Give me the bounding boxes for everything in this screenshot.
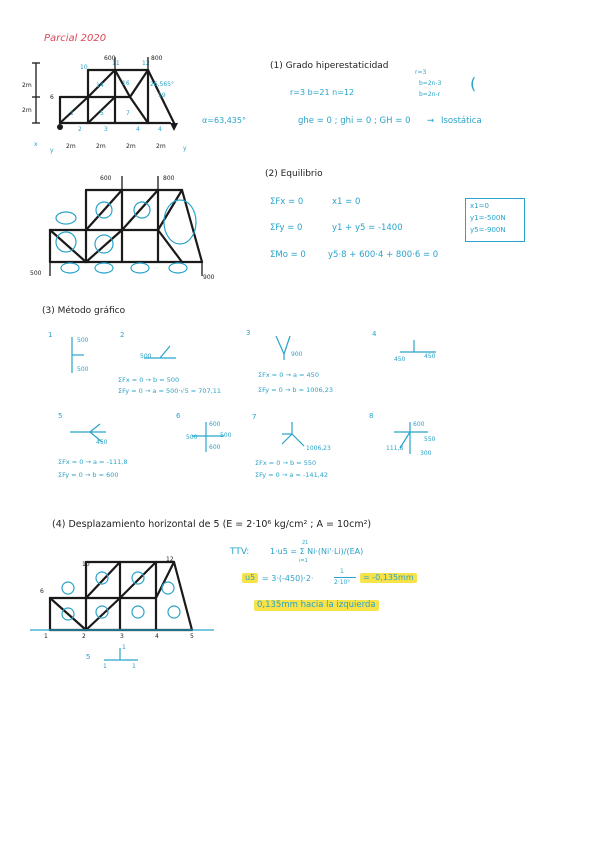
svg-text:12: 12 <box>142 60 150 67</box>
fig4-detail-val-2: 1 <box>103 663 107 670</box>
result-x1: x1=0 <box>470 202 489 210</box>
node-2-diagram <box>140 340 180 364</box>
fig4-node-3: 3 <box>120 633 124 640</box>
fig4-detail-val-1: 1 <box>122 644 126 651</box>
node-6-val-3: 500 <box>220 432 232 439</box>
ttv-sum-bottom: i=1 <box>299 558 308 564</box>
condition-2: b=2n-3 <box>419 80 442 87</box>
node-7-eq-2: ΣFy = 0 → a = -141,42 <box>255 471 329 479</box>
dim-left-1: 2m <box>22 82 32 89</box>
svg-text:5: 5 <box>100 110 104 117</box>
reaction-500: 500 <box>30 270 42 277</box>
truss-figure-2 <box>30 172 230 282</box>
node-1-val-1: 500 <box>77 337 89 344</box>
fig4-node-10: 10 <box>82 561 90 568</box>
node-5-id: 5 <box>58 412 63 420</box>
node-7-diagram <box>278 420 308 450</box>
load-600: 600 <box>104 55 116 62</box>
node-4-val-2: 450 <box>424 353 436 360</box>
node-8-id: 8 <box>369 412 374 420</box>
node-5-eq-2: ΣFy = 0 → b = 600 <box>58 471 119 479</box>
node-4-id: 4 <box>372 330 377 338</box>
fig4-detail-val-3: 1 <box>132 663 136 670</box>
condition-3: b=2n-r <box>419 91 441 98</box>
truss-members <box>50 562 192 630</box>
node-3-eq-2: ΣFy = 0 → b = 1006,23 <box>258 386 333 394</box>
svg-text:7: 7 <box>126 110 130 117</box>
fig4-node-5: 5 <box>190 633 194 640</box>
alpha-value: α=63,435° <box>202 116 246 125</box>
svg-text:4: 4 <box>136 126 140 133</box>
eq2-rhs: y1 + y5 = -1400 <box>332 223 403 233</box>
section1-arrow: ⇝ <box>427 116 435 126</box>
svg-text:11: 11 <box>112 60 120 67</box>
node-2-eq-2: ΣFy = 0 → a = 500·√5 = 707,11 <box>118 387 222 395</box>
dim-bottom-2: 2m <box>96 143 106 150</box>
node-1-id: 1 <box>48 331 53 339</box>
svg-text:2: 2 <box>78 126 82 133</box>
result-y5: y5=-900N <box>470 226 506 234</box>
node-2-eq-1: ΣFx = 0 → b = 500 <box>118 376 180 384</box>
node-6-val-2: 500 <box>186 434 198 441</box>
svg-text:19: 19 <box>158 92 166 99</box>
node-2-val-1: 500 <box>140 353 152 360</box>
node-8-val-3: 111,8 <box>386 445 404 452</box>
svg-text:3: 3 <box>104 126 108 133</box>
fig4-node-12: 12 <box>166 556 174 563</box>
node-5-val-1: 450 <box>96 439 108 446</box>
node-6-id: 6 <box>176 412 181 420</box>
axis-x: x <box>34 141 38 148</box>
node-8-val-1: 600 <box>413 421 425 428</box>
section3-heading: (3) Método gráfico <box>42 306 126 316</box>
conclusion: 0,135mm hacia la izquierda <box>254 600 379 611</box>
section1-params: r=3 b=21 n=12 <box>290 88 355 97</box>
svg-text:14: 14 <box>96 82 104 89</box>
truss-figure-1 <box>18 55 198 155</box>
node-3-val-1: 900 <box>291 351 303 358</box>
section4-heading: (4) Desplazamiento horizontal de 5 (E = 2·10⁶ kg/cm² ; A = 10cm²) <box>52 519 372 530</box>
eq3-lhs: ΣMo = 0 <box>270 250 306 260</box>
node-2-id: 2 <box>120 331 125 339</box>
dim-bottom-1: 2m <box>66 143 76 150</box>
node-4-val-1: 450 <box>394 356 406 363</box>
truss-members <box>60 70 174 123</box>
condition-brace: ( <box>470 74 477 93</box>
results-box <box>465 198 525 242</box>
node-3-id: 3 <box>246 329 251 337</box>
section1-heading: (1) Grado hiperestaticidad <box>270 61 389 71</box>
calc-frac-num: 1 <box>340 568 344 575</box>
ttv-sum-top: 21 <box>302 540 309 546</box>
axis-y1: y <box>50 147 54 154</box>
load-800: 800 <box>151 55 163 62</box>
fig4-node-4: 4 <box>155 633 159 640</box>
node-7-id: 7 <box>252 413 257 421</box>
calc-expr: = 3·(-450)·2· <box>262 574 314 583</box>
page-title: Parcial 2020 <box>44 33 107 44</box>
node-7-val-1: 1006,23 <box>306 445 331 452</box>
fig4-node-1: 1 <box>44 633 48 640</box>
svg-text:16: 16 <box>122 80 130 87</box>
section1-result-word: Isostática <box>441 116 482 126</box>
eq2-lhs: ΣFy = 0 <box>270 223 303 233</box>
svg-text:4: 4 <box>158 126 162 133</box>
svg-text:6: 6 <box>50 94 54 101</box>
fig4-detail-node: 5 <box>86 653 91 661</box>
node-5-eq-1: ΣFx = 0 → a = -111,8 <box>58 458 128 466</box>
eq1-rhs: x1 = 0 <box>332 197 361 207</box>
axis-y5: y <box>183 145 187 152</box>
node-8-val-4: 300 <box>420 450 432 457</box>
svg-text:10: 10 <box>80 64 88 71</box>
reaction-900: 900 <box>203 274 215 281</box>
node-7-eq-1: ΣFx = 0 → b = 550 <box>255 459 317 467</box>
calc-frac-bar <box>334 577 356 578</box>
fig4-node-6: 6 <box>40 588 44 595</box>
calc-lhs: u5 <box>242 573 258 583</box>
node-6-val-1: 600 <box>209 421 221 428</box>
dim-bottom-3: 2m <box>126 143 136 150</box>
eq3-rhs: y5·8 + 600·4 + 800·6 = 0 <box>328 250 439 260</box>
ttv-label: TTV: <box>230 547 250 557</box>
section2-heading: (2) Equilibrio <box>265 169 323 179</box>
node-6-val-4: 600 <box>209 444 221 451</box>
node-3-eq-1: ΣFx = 0 → a = 450 <box>258 371 319 379</box>
dim-left-2: 2m <box>22 107 32 114</box>
angle-label: 26,565° <box>150 81 174 88</box>
node-1-val-2: 500 <box>77 366 89 373</box>
load-800-eq: 800 <box>163 175 175 182</box>
ttv-formula: 1·u5 = Σ Ni·(Ni'·Li)/(EA) <box>270 547 364 556</box>
section1-result: ghe = 0 ; ghi = 0 ; GH = 0 <box>298 116 411 126</box>
truss-members <box>50 190 202 262</box>
svg-text:1: 1 <box>70 110 74 117</box>
calc-frac-den: 2·10⁵ <box>334 579 350 586</box>
fig4-node-2: 2 <box>82 633 86 640</box>
calc-result: = -0,135mm <box>360 573 417 583</box>
eq1-lhs: ΣFx = 0 <box>270 197 304 207</box>
condition-1: r=3 <box>415 69 427 76</box>
load-600-eq: 600 <box>100 175 112 182</box>
dim-bottom-4: 2m <box>156 143 166 150</box>
result-y1: y1=-500N <box>470 214 506 222</box>
node-8-val-2: 550 <box>424 436 436 443</box>
